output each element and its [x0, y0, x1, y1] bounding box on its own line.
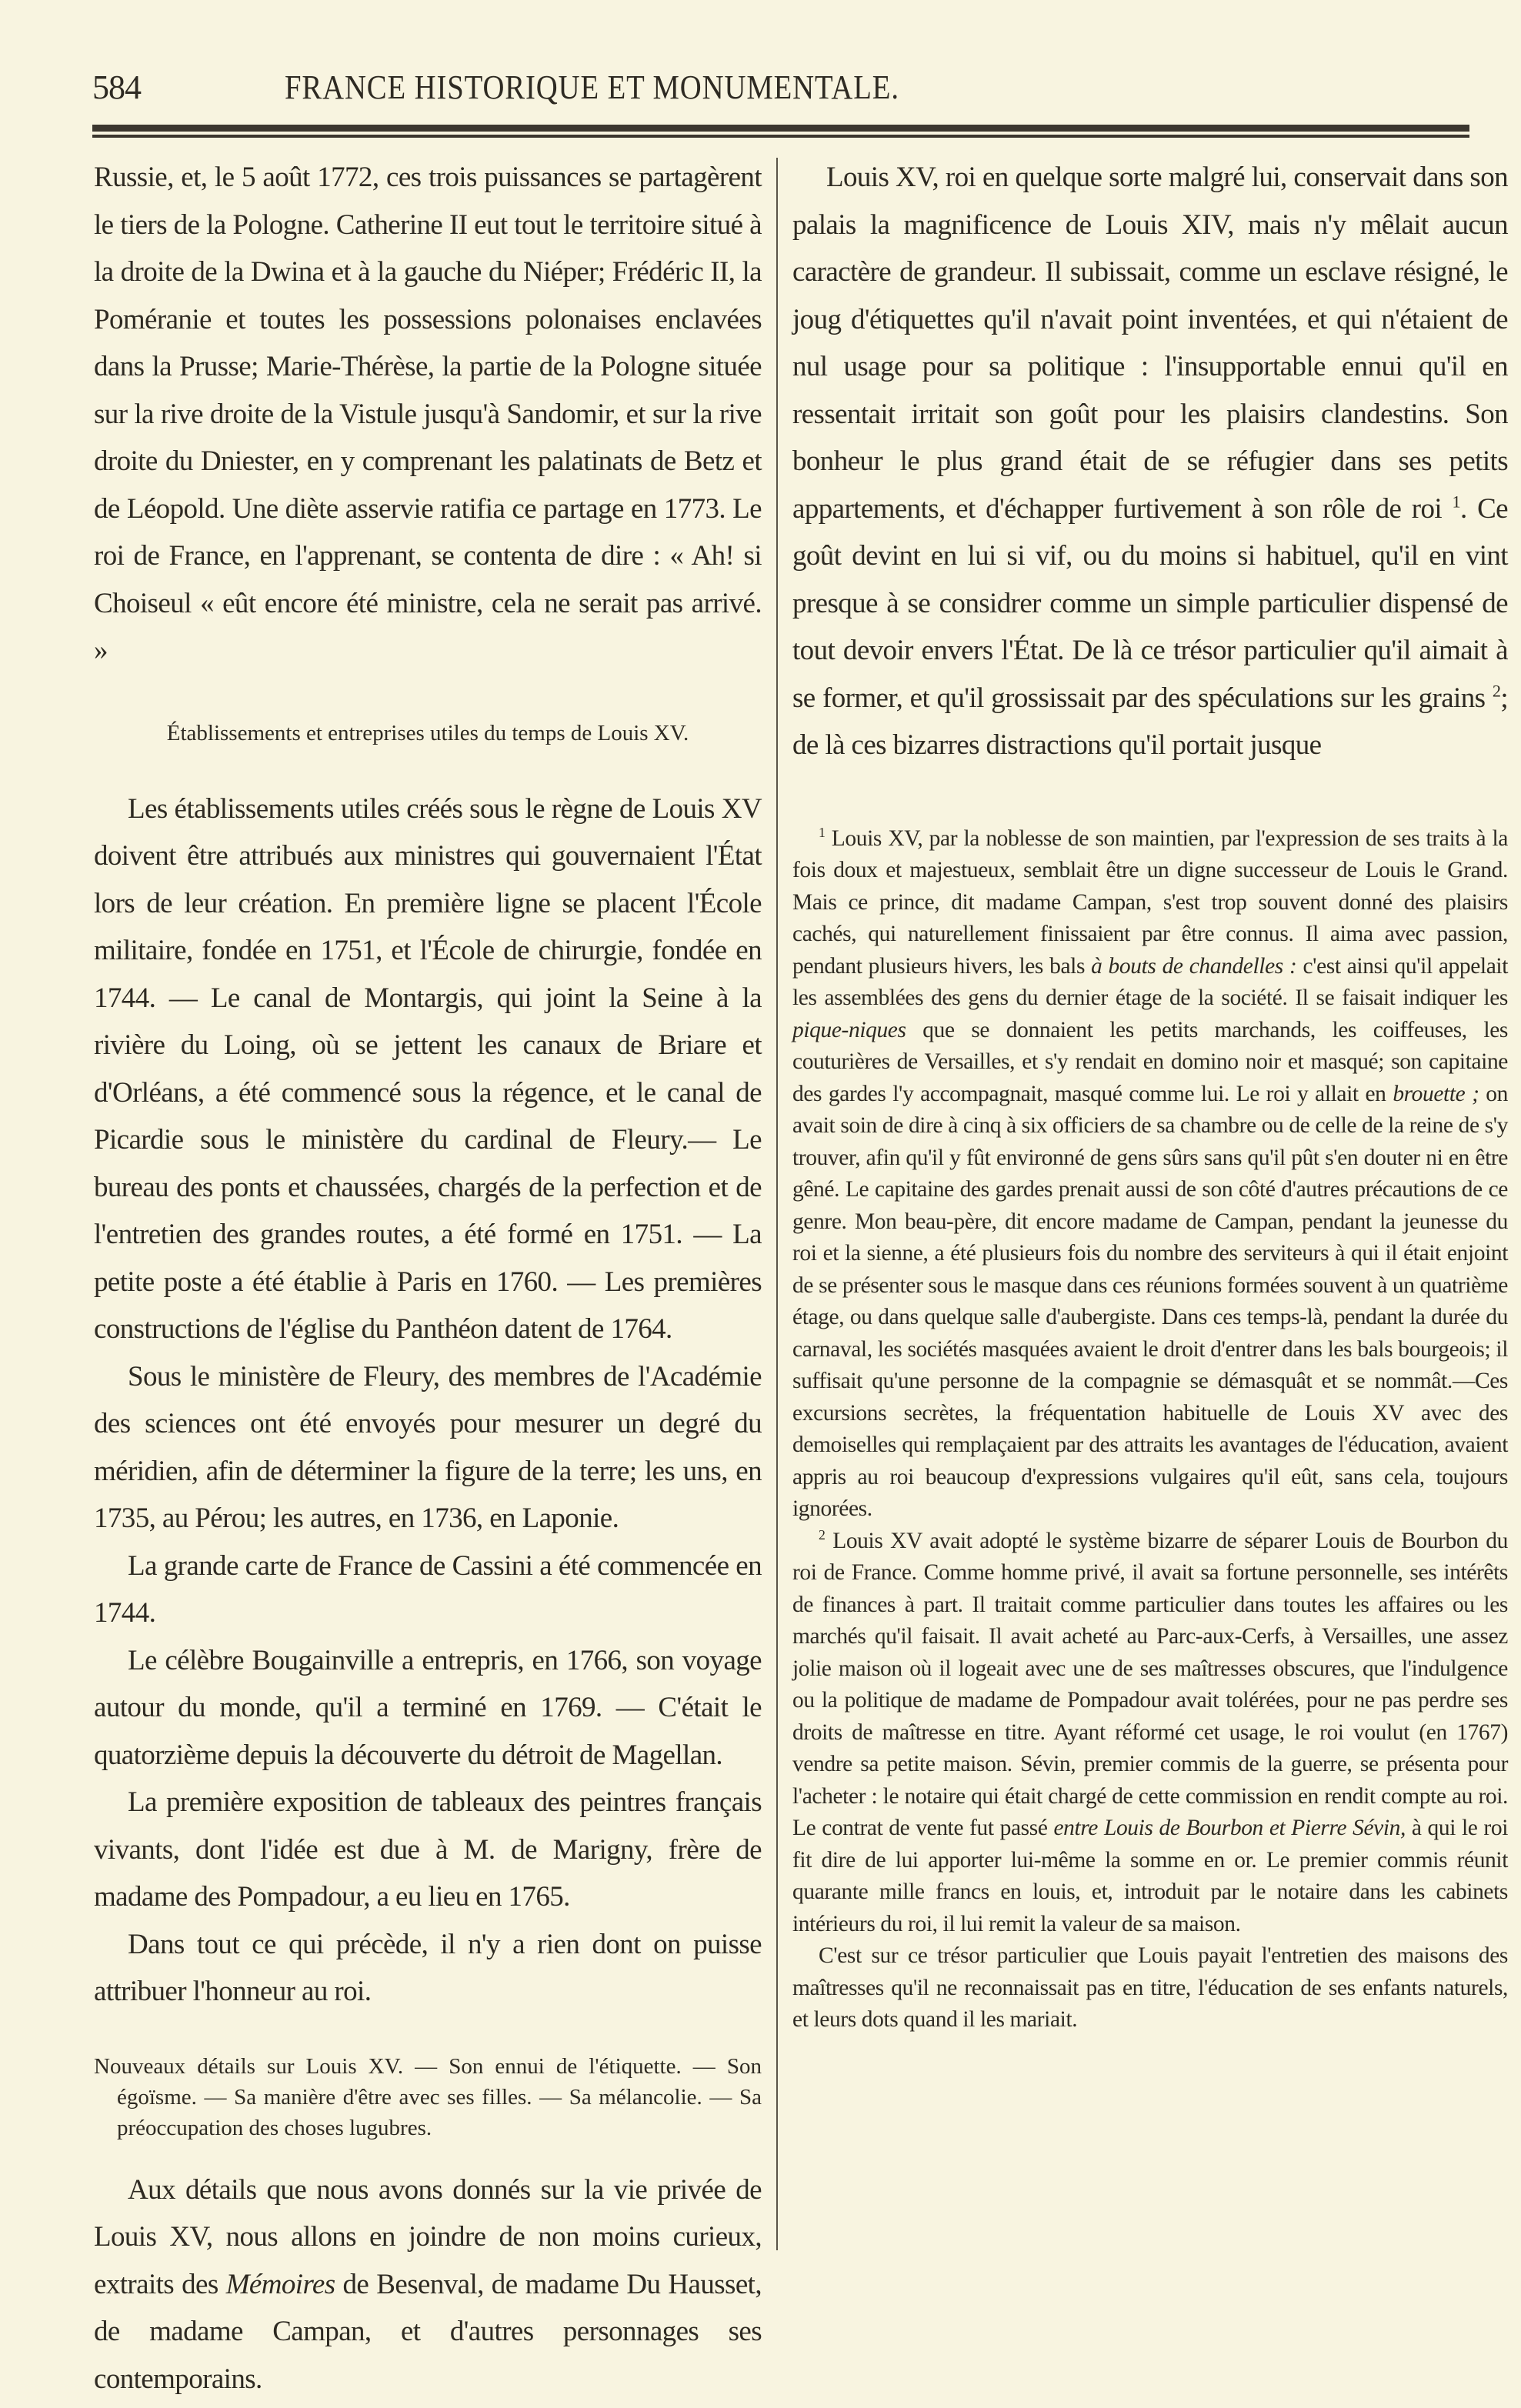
footnote-continuation: C'est sur ce trésor particulier que Louis payait l'entretien des maisons des maîtresses qu'il ne reconnaissait pas en titre, l'éducation de ses enfants naturels, et leurs dots quand il les mariait. — [792, 1943, 1508, 2032]
header-rule-thin — [92, 135, 1469, 138]
paragraph: Le célèbre Bougainville a entrepris, en 1766, son voyage autour du monde, qu'il a terminé en 1769. — C'était le quatorzième depuis la découverte du détroit de Magellan. — [94, 1644, 762, 1771]
footnotes — [792, 823, 1508, 2036]
text: que se donnaient les petits marchands, les coiffeuses, les couturières de Versailles, et s'y rendait en domino noir et masqué; son capitaine des gardes l'y accompagnait, masqué comme lui. Le roi y allait en — [792, 1017, 1508, 1106]
text: Louis XV, par la noblesse de son maintien, par l'expression de ses traits à la fois doux et majestueux, semblait être un digne successeur de Louis le Grand. Mais ce prince, dit madame Campan, s'est trop souvent donné des plaisirs cachés, qui naturellement finissaient par être connus. Il aima avec passion, pendant plusieurs hivers, les bals — [792, 825, 1508, 979]
italic-text: à bouts de chandelles : — [1091, 953, 1297, 979]
page-header — [92, 68, 1508, 114]
paragraph — [792, 154, 1508, 769]
text: on avait soin de dire à cinq à six officiers de sa chambre ou de celle de la reine de s'y trouver, afin qu'il y fût environné de gens sûrs sans qu'il pût s'en douter ni en être gêné. Le capitaine des gardes prenait aussi de son côté d'autres précautions de ce genre. Mon beau-père, dit encore madame de Campan, pendant la jeunesse du roi et la sienne, a été plusieurs fois du nombre des serviteurs à qui il était enjoint de se présenter sous le masque dans ces réunions formées souvent à un quatrième étage, ou dans quelque salle d'aubergiste. Dans ces temps-là, pendant la durée du carnaval, les sociétés masquées avaient le droit d'entrer dans les bals bourgeois; il suffisait qu'une personne de la compagnie se démasquât et se nommât.—Ces excursions secrètes, la fréquentation habituelle de Louis XV avec des demoiselles qui remplaçaient par des attraits les avantages de l'éducation, avaient appris au roi beaucoup d'expressions vulgaires qu'il eût, sans cela, toujours ignorées. — [792, 1081, 1509, 1521]
footnote-2 — [792, 1526, 1508, 1941]
text: c'est ainsi qu'il appelait les assemblées des gens du dernier étage de la société. Il se faisait indiquer les — [792, 953, 1509, 1010]
text: ; de là ces bizarres distractions qu'il portait jusque — [792, 682, 1508, 761]
header-rule — [92, 125, 1469, 132]
italic-title: Mémoires — [225, 2268, 335, 2300]
running-title: FRANCE HISTORIQUE ET MONUMENTALE. — [285, 68, 899, 106]
text: Louis XV, roi en quelque sorte malgré lui, conservait dans son palais la magnificence de Louis XIV, mais n'y mêlait aucun caractère de grandeur. Il subissait, comme un esclave résigné, le joug d'étiquettes qu'il n'avait point inventées, et qui n'étaient de nul usage pour sa politique : l'insupportable ennui qu'il en ressentait irritait son goût pour les plaisirs clandestins. Son bonheur le plus grand était de se réfugier dans ses petits appartements, et d'échapper furtivement à son rôle de roi — [792, 162, 1508, 525]
paragraph: Russie, et, le 5 août 1772, ces trois puissances se partagèrent le tiers de la Pologne. Catherine II eut tout le territoire situé à la droite de la Dwina et à la gauche du Niéper; Frédéric II, la Poméranie et toutes les possessions polonaises enclavées dans la Prusse; Marie-Thérèse, la partie de la Pologne située sur la rive droite de la Vistule jusqu'à Sandomir, et sur la rive droite du Dniester, en y comprenant les palatinats de Betz et de Léopold. Une diète asservie ratifia ce partage en 1773. Le roi de France, en l'apprenant, se contenta de dire : « Ah! si Choiseul « eût encore été ministre, cela ne serait pas arrivé. » — [94, 162, 762, 666]
italic-text: brouette ; — [1393, 1081, 1479, 1106]
italic-text: entre Louis de Bourbon et Pierre Sévin, — [1053, 1816, 1406, 1840]
paragraph — [94, 2166, 762, 2403]
column-divider — [776, 158, 778, 2250]
text: . Ce goût devint en lui si vif, ou du moins si habituel, qu'il en vint presque à se considrer comme un simple particulier dispensé de tout devoir envers l'État. De là ce trésor particulier qu'il aimait à se former, et qu'il grossissait par des spéculations sur les grains — [792, 492, 1508, 714]
paragraph: La grande carte de France de Cassini a été commencée en 1744. — [94, 1549, 762, 1629]
text: à qui le roi fit dire de lui apporter lui-même la somme en or. Le premier commis réunit quarante mille francs en louis, et, introduit par le notaire dans les cabinets intérieurs du roi, il lui remit la valeur de sa maison. — [792, 1816, 1508, 1936]
footnote-mark: 2 — [819, 1526, 826, 1543]
footnote-ref[interactable]: 1 — [1452, 492, 1460, 512]
right-column — [792, 154, 1508, 2036]
text: de Besenval, de madame Du Hausset, de madame Campan, et d'autres personnages ses contemporains. — [94, 2268, 762, 2395]
paragraph: Dans tout ce qui précède, il n'y a rien dont on puisse attribuer l'honneur au roi. — [94, 1928, 762, 2007]
footnote-1 — [792, 823, 1508, 1526]
paragraph: La première exposition de tableaux des peintres français vivants, dont l'idée est due à M. de Marigny, frère de madame des Pompadour, a eu lieu en 1765. — [94, 1786, 762, 1913]
section-heading: Nouveaux détails sur Louis XV. — Son ennui de l'étiquette. — Son égoïsme. — Sa manière d'être avec ses filles. — Sa mélancolie. — Sa préoccupation des choses lugubres. — [94, 2053, 762, 2140]
footnote-ref[interactable]: 2 — [1492, 681, 1501, 701]
text: Aux détails que nous avons donnés sur la vie privée de Louis XV, nous allons en joindre de non moins curieux, extraits des — [94, 2173, 762, 2300]
page-number: 584 — [92, 68, 141, 106]
section-heading: Établissements et entreprises utiles du temps de Louis XV. — [166, 720, 689, 745]
footnote-mark: 1 — [819, 824, 826, 840]
paragraph: Les établissements utiles créés sous le règne de Louis XV doivent être attribués aux ministres qui gouvernaient l'État lors de leur création. En première ligne se placent l'École militaire, fondée en 1751, et l'École de chirurgie, fondée en 1744. — Le canal de Montargis, qui joint la Seine à la rivière du Loing, où se jettent les canaux de Briare et d'Orléans, a été commencé sous la régence, et le canal de Picardie sous le ministère du cardinal de Fleury.— Le bureau des ponts et chaussées, chargés de la perfection et de l'entretien des grandes routes, a été formé en 1751. — La petite poste a été établie à Paris en 1760. — Les premières constructions de l'église du Panthéon datent de 1764. — [94, 792, 762, 1345]
left-column — [94, 154, 762, 2403]
text: Louis XV avait adopté le système bizarre de séparer Louis de Bourbon du roi de France. Comme homme privé, il avait sa fortune personnelle, ses intérêts de finances à part. Il traitait comme particulier dans toutes les affaires ou les marchés qu'il faisait. Il avait acheté au Parc-aux-Cerfs, à Versailles, une assez jolie maison où il logeait avec une de ses maîtresses obscures, que l'indulgence ou la politique de madame de Pompadour avait tolérées, pour ne pas perdre ses droits de maîtresse en titre. Ayant réformé cet usage, le roi voulut (en 1767) vendre sa petite maison. Sévin, premier commis de la guerre, se présenta pour l'acheter : le notaire qui était chargé de cette commission en rendit compte au roi. Le contrat de vente fut passé — [792, 1528, 1508, 1840]
italic-text: pique-niques — [792, 1017, 906, 1042]
paragraph: Sous le ministère de Fleury, des membres de l'Académie des sciences ont été envoyés pour mesurer un degré du méridien, afin de déterminer la figure de la terre; les uns, en 1735, au Pérou; les autres, en 1736, en Laponie. — [94, 1360, 762, 1534]
